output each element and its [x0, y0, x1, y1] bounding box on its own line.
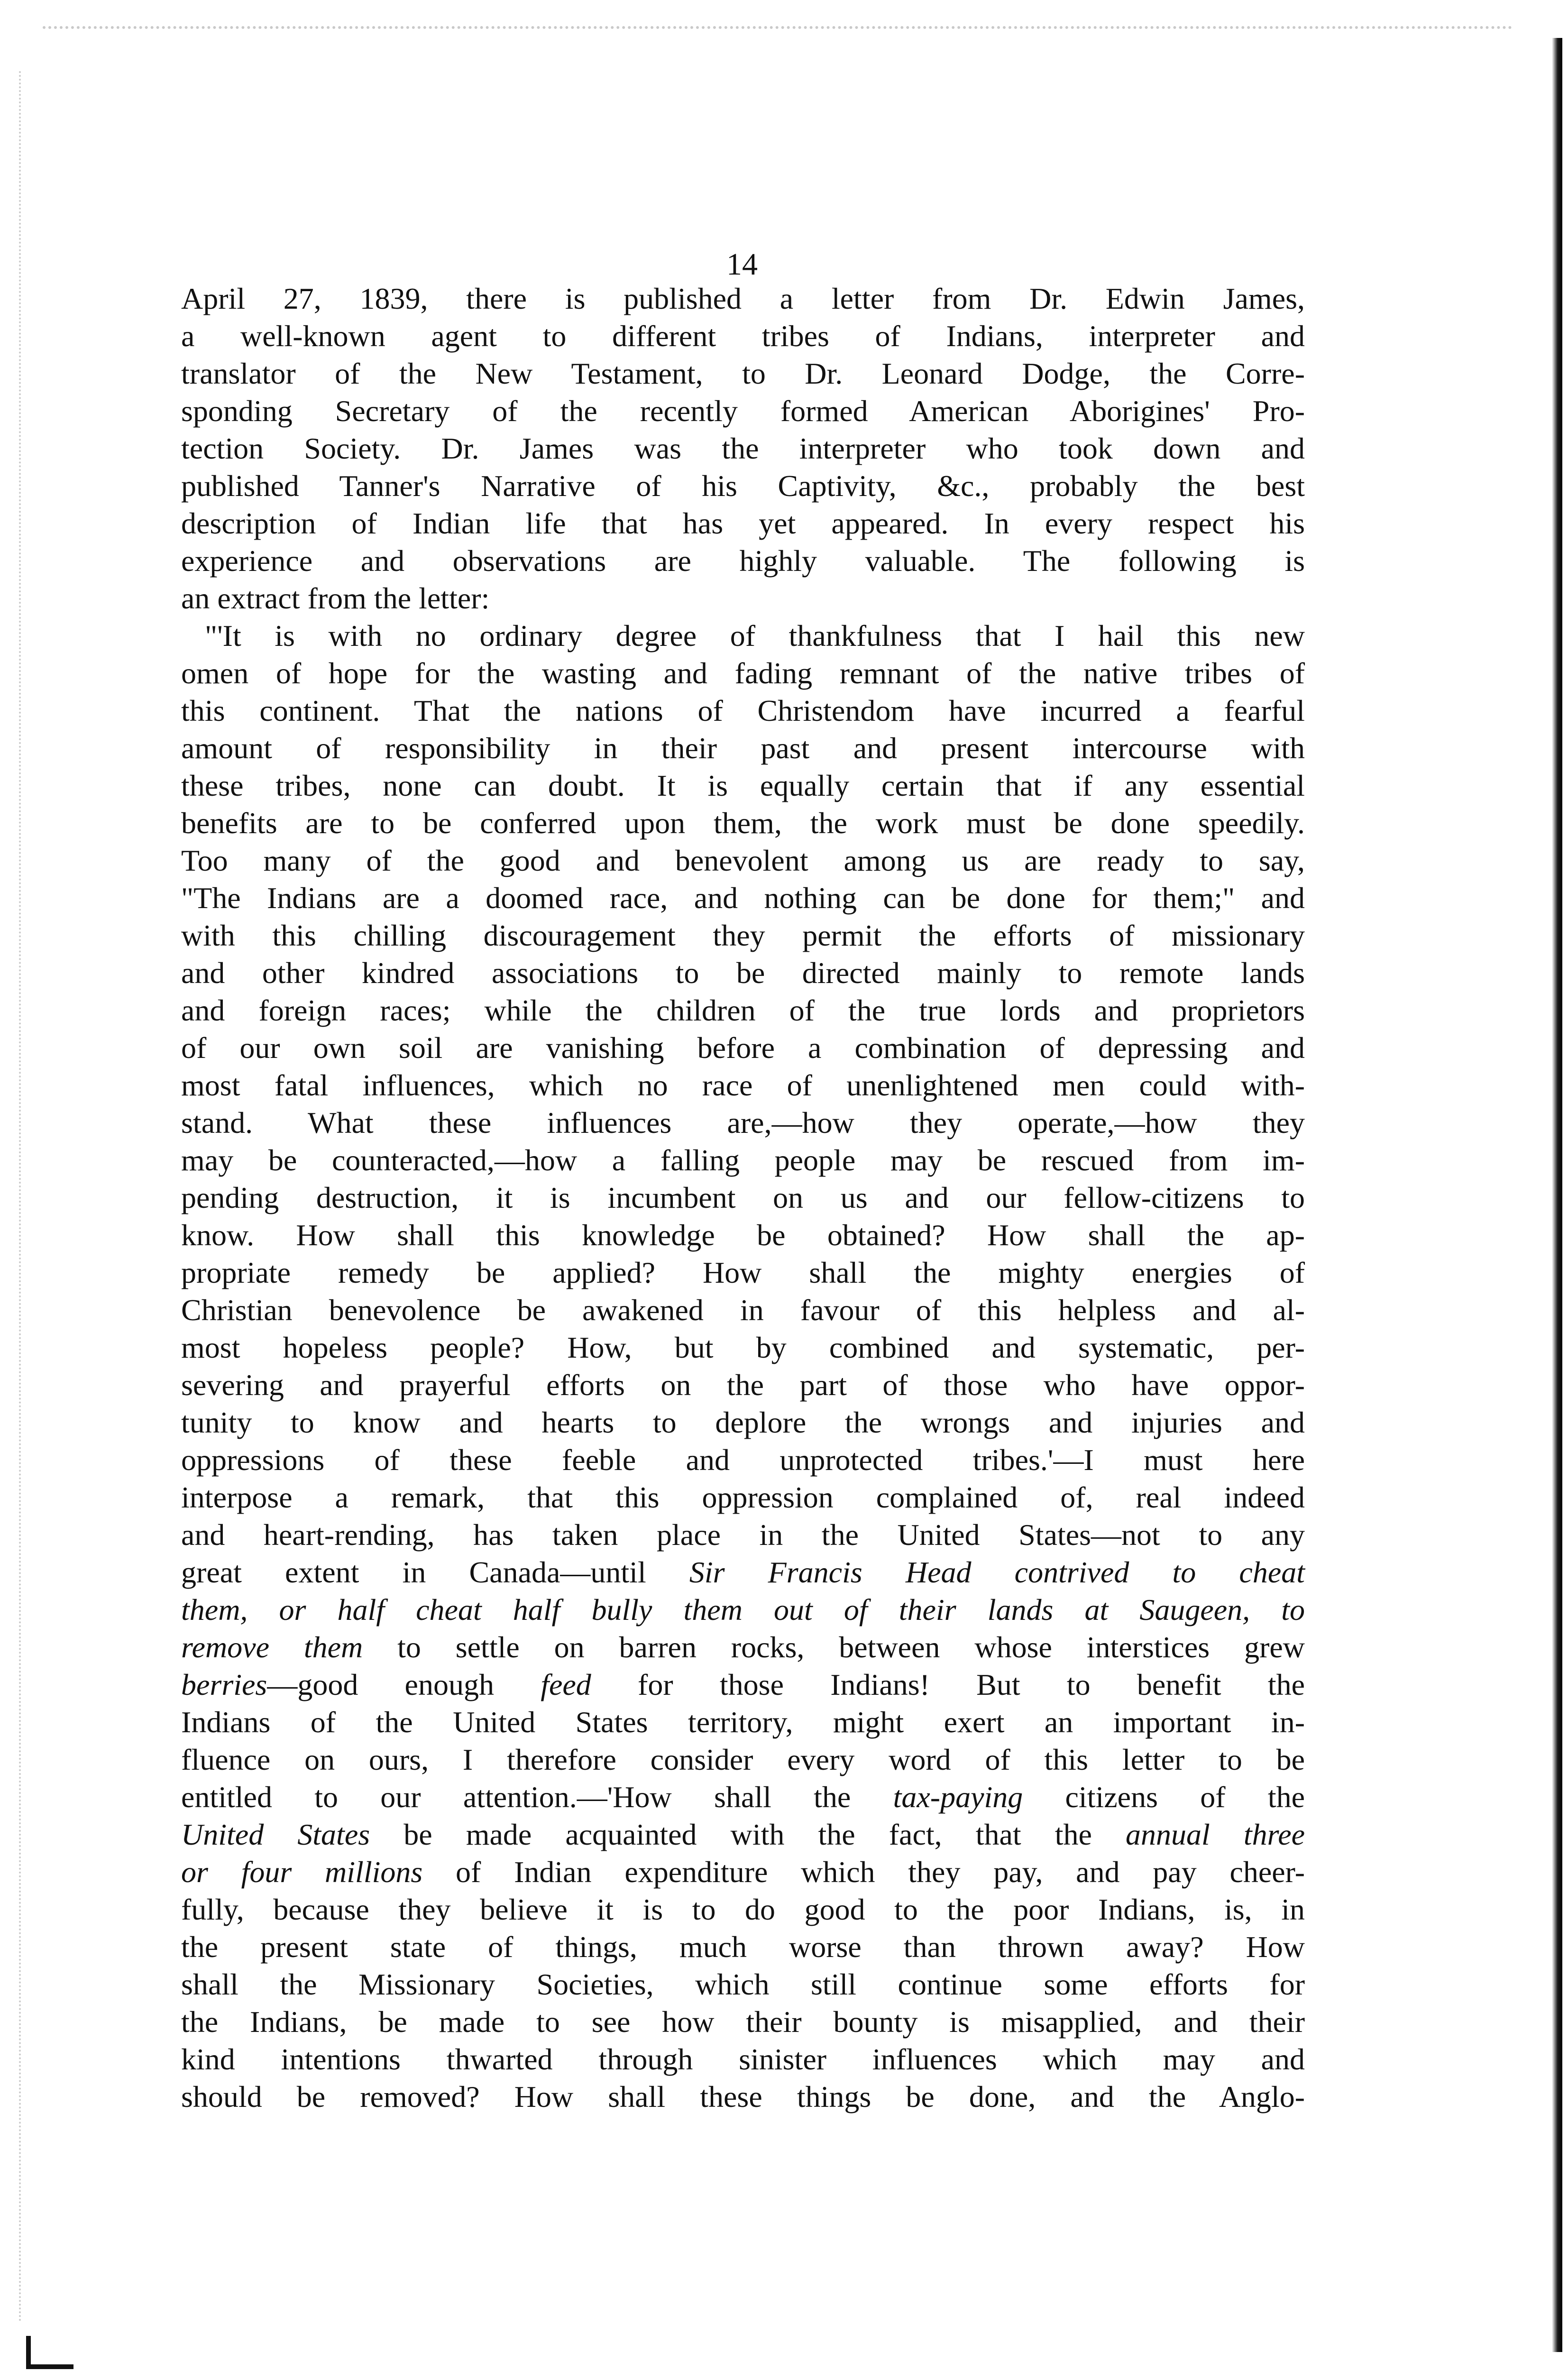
text-line: [181, 1591, 1305, 1628]
text-run: to settle on barren rocks, between whose interstices grew: [363, 1630, 1305, 1664]
text-line: [181, 729, 1305, 767]
text-line: [181, 654, 1305, 692]
text-line: [181, 842, 1305, 879]
text-line: [181, 1741, 1305, 1778]
italic-text: them, or half cheat half bully them out of their lands at Saugeen, to: [181, 1593, 1305, 1627]
text-line: [181, 917, 1305, 954]
text-line: [181, 1666, 1305, 1703]
text-line: [181, 355, 1305, 392]
text-run: an extract from the letter:: [181, 581, 490, 615]
text-run: severing and prayerful efforts on the part of those who have oppor-: [181, 1368, 1305, 1402]
text-line: [181, 1853, 1305, 1891]
text-line: [181, 317, 1305, 355]
scan-corner-mark: [26, 2336, 73, 2369]
text-line: [181, 467, 1305, 505]
text-line: [181, 879, 1305, 917]
text-line: [181, 617, 1305, 654]
italic-text: United States: [181, 1818, 370, 1851]
text-run: tection Society. Dr. James was the interpreter who took down and: [181, 432, 1305, 465]
text-line: [181, 1778, 1305, 1816]
text-line: [181, 804, 1305, 842]
text-run: most fatal influences, which no race of unenlightened men could with-: [181, 1068, 1305, 1102]
text-run: fluence on ours, I therefore consider every word of this letter to be: [181, 1743, 1305, 1776]
text-line: [181, 2003, 1305, 2040]
text-line: [181, 1329, 1305, 1366]
text-run: entitled to our attention.—'How shall the: [181, 1780, 893, 1814]
text-line: [181, 280, 1305, 317]
text-run: interpose a remark, that this oppression complained of, real indeed: [181, 1480, 1305, 1514]
text-run: know. How shall this knowledge be obtained? How shall the ap-: [181, 1218, 1305, 1252]
text-line: [181, 579, 1305, 617]
text-run: stand. What these influences are,—how they operate,—how they: [181, 1106, 1305, 1140]
text-run: shall the Missionary Societies, which still continue some efforts for: [181, 1967, 1305, 2001]
text-run: the Indians, be made to see how their bounty is misapplied, and their: [181, 2005, 1305, 2039]
text-run: amount of responsibility in their past and present intercourse with: [181, 731, 1305, 765]
text-run: experience and observations are highly valuable. The following is: [181, 544, 1305, 578]
text-run: and heart-rending, has taken place in the United States—not to any: [181, 1518, 1305, 1552]
text-run: of Indian expenditure which they pay, and pay cheer-: [422, 1855, 1305, 1889]
scan-border-right: [1552, 38, 1562, 2352]
text-line: [181, 1928, 1305, 1966]
text-run: for those Indians! But to benefit the: [591, 1668, 1305, 1701]
text-line: [181, 1628, 1305, 1666]
text-line: [181, 2078, 1305, 2115]
text-line: [181, 1291, 1305, 1329]
text-run: this continent. That the nations of Christendom have incurred a fearful: [181, 694, 1305, 727]
page-number: 14: [726, 247, 758, 282]
text-run: citizens of the: [1023, 1780, 1305, 1814]
text-line: [181, 1179, 1305, 1216]
text-line: [181, 1479, 1305, 1516]
text-line: [181, 430, 1305, 467]
text-line: [181, 1216, 1305, 1254]
text-line: [181, 1441, 1305, 1479]
text-run: the present state of things, much worse than thrown away? How: [181, 1930, 1305, 1964]
text-line: [181, 542, 1305, 579]
text-line: [181, 1066, 1305, 1104]
text-line: [181, 1141, 1305, 1179]
text-line: [181, 1966, 1305, 2003]
text-line: [181, 2040, 1305, 2078]
text-run: should be removed? How shall these things be done, and the Anglo-: [181, 2080, 1305, 2114]
text-line: [181, 692, 1305, 729]
text-run: may be counteracted,—how a falling people may be rescued from im-: [181, 1143, 1305, 1177]
text-line: [181, 1029, 1305, 1066]
text-line: [181, 992, 1305, 1029]
text-line: [181, 767, 1305, 804]
text-run: Christian benevolence be awakened in favour of this helpless and al-: [181, 1293, 1305, 1327]
text-line: [181, 1254, 1305, 1291]
text-run: fully, because they believe it is to do good to the poor Indians, is, in: [181, 1893, 1305, 1926]
italic-text: Sir Francis Head contrived to cheat: [689, 1555, 1305, 1589]
text-line: [181, 1366, 1305, 1404]
text-run: with this chilling discouragement they permit the efforts of missionary: [181, 919, 1305, 952]
italic-text: tax-paying: [893, 1780, 1023, 1814]
text-run: most hopeless people? How, but by combined and systematic, per-: [181, 1331, 1305, 1364]
text-run: translator of the New Testament, to Dr. Leonard Dodge, the Corre-: [181, 357, 1305, 390]
text-line: [181, 1553, 1305, 1591]
italic-text: berries: [181, 1668, 267, 1701]
text-run: pending destruction, it is incumbent on us and our fellow-citizens to: [181, 1181, 1305, 1214]
text-run: Too many of the good and benevolent among us are ready to say,: [181, 844, 1305, 877]
text-run: and foreign races; while the children of the true lords and proprietors: [181, 993, 1305, 1027]
scan-border-top: [43, 26, 1513, 29]
text-run: these tribes, none can doubt. It is equally certain that if any essential: [181, 769, 1305, 802]
text-run: benefits are to be conferred upon them, the work must be done speedily.: [181, 806, 1305, 840]
scan-border-left: [19, 71, 35, 2324]
text-run: propriate remedy be applied? How shall the mighty energies of: [181, 1256, 1305, 1289]
text-run: sponding Secretary of the recently formed American Aborigines' Pro-: [181, 394, 1305, 428]
text-run: omen of hope for the wasting and fading remnant of the native tribes of: [181, 656, 1305, 690]
text-line: [181, 1891, 1305, 1928]
text-run: —good enough: [267, 1668, 541, 1701]
text-line: [181, 1104, 1305, 1141]
text-run: be made acquainted with the fact, that the: [370, 1818, 1126, 1851]
text-line: [181, 392, 1305, 430]
italic-text: remove them: [181, 1630, 363, 1664]
text-run: "The Indians are a doomed race, and nothing can be done for them;" and: [181, 881, 1305, 915]
text-run: a well-known agent to different tribes of Indians, interpreter and: [181, 319, 1305, 353]
text-run: kind intentions thwarted through sinister influences which may and: [181, 2042, 1305, 2076]
text-line: [181, 1816, 1305, 1853]
text-line: [181, 1516, 1305, 1553]
text-run: tunity to know and hearts to deplore the wrongs and injuries and: [181, 1406, 1305, 1439]
text-run: description of Indian life that has yet appeared. In every respect his: [181, 506, 1305, 540]
text-run: and other kindred associations to be directed mainly to remote lands: [181, 956, 1305, 990]
text-line: [181, 1703, 1305, 1741]
text-run: published Tanner's Narrative of his Captivity, &c., probably the best: [181, 469, 1305, 503]
text-run: oppressions of these feeble and unprotected tribes.'—I must here: [181, 1443, 1305, 1477]
text-run: great extent in Canada—until: [181, 1555, 689, 1589]
body-text: [181, 280, 1305, 2115]
text-line: [181, 1404, 1305, 1441]
italic-text: or four millions: [181, 1855, 423, 1889]
text-run: Indians of the United States territory, might exert an important in-: [181, 1705, 1305, 1739]
italic-text: feed: [541, 1668, 591, 1701]
text-line: [181, 505, 1305, 542]
italic-text: annual three: [1126, 1818, 1305, 1851]
text-run: April 27, 1839, there is published a letter from Dr. Edwin James,: [181, 282, 1305, 315]
text-run: of our own soil are vanishing before a combination of depressing and: [181, 1031, 1305, 1065]
text-line: [181, 954, 1305, 992]
text-run: "'It is with no ordinary degree of thankfulness that I hail this new: [205, 619, 1305, 652]
